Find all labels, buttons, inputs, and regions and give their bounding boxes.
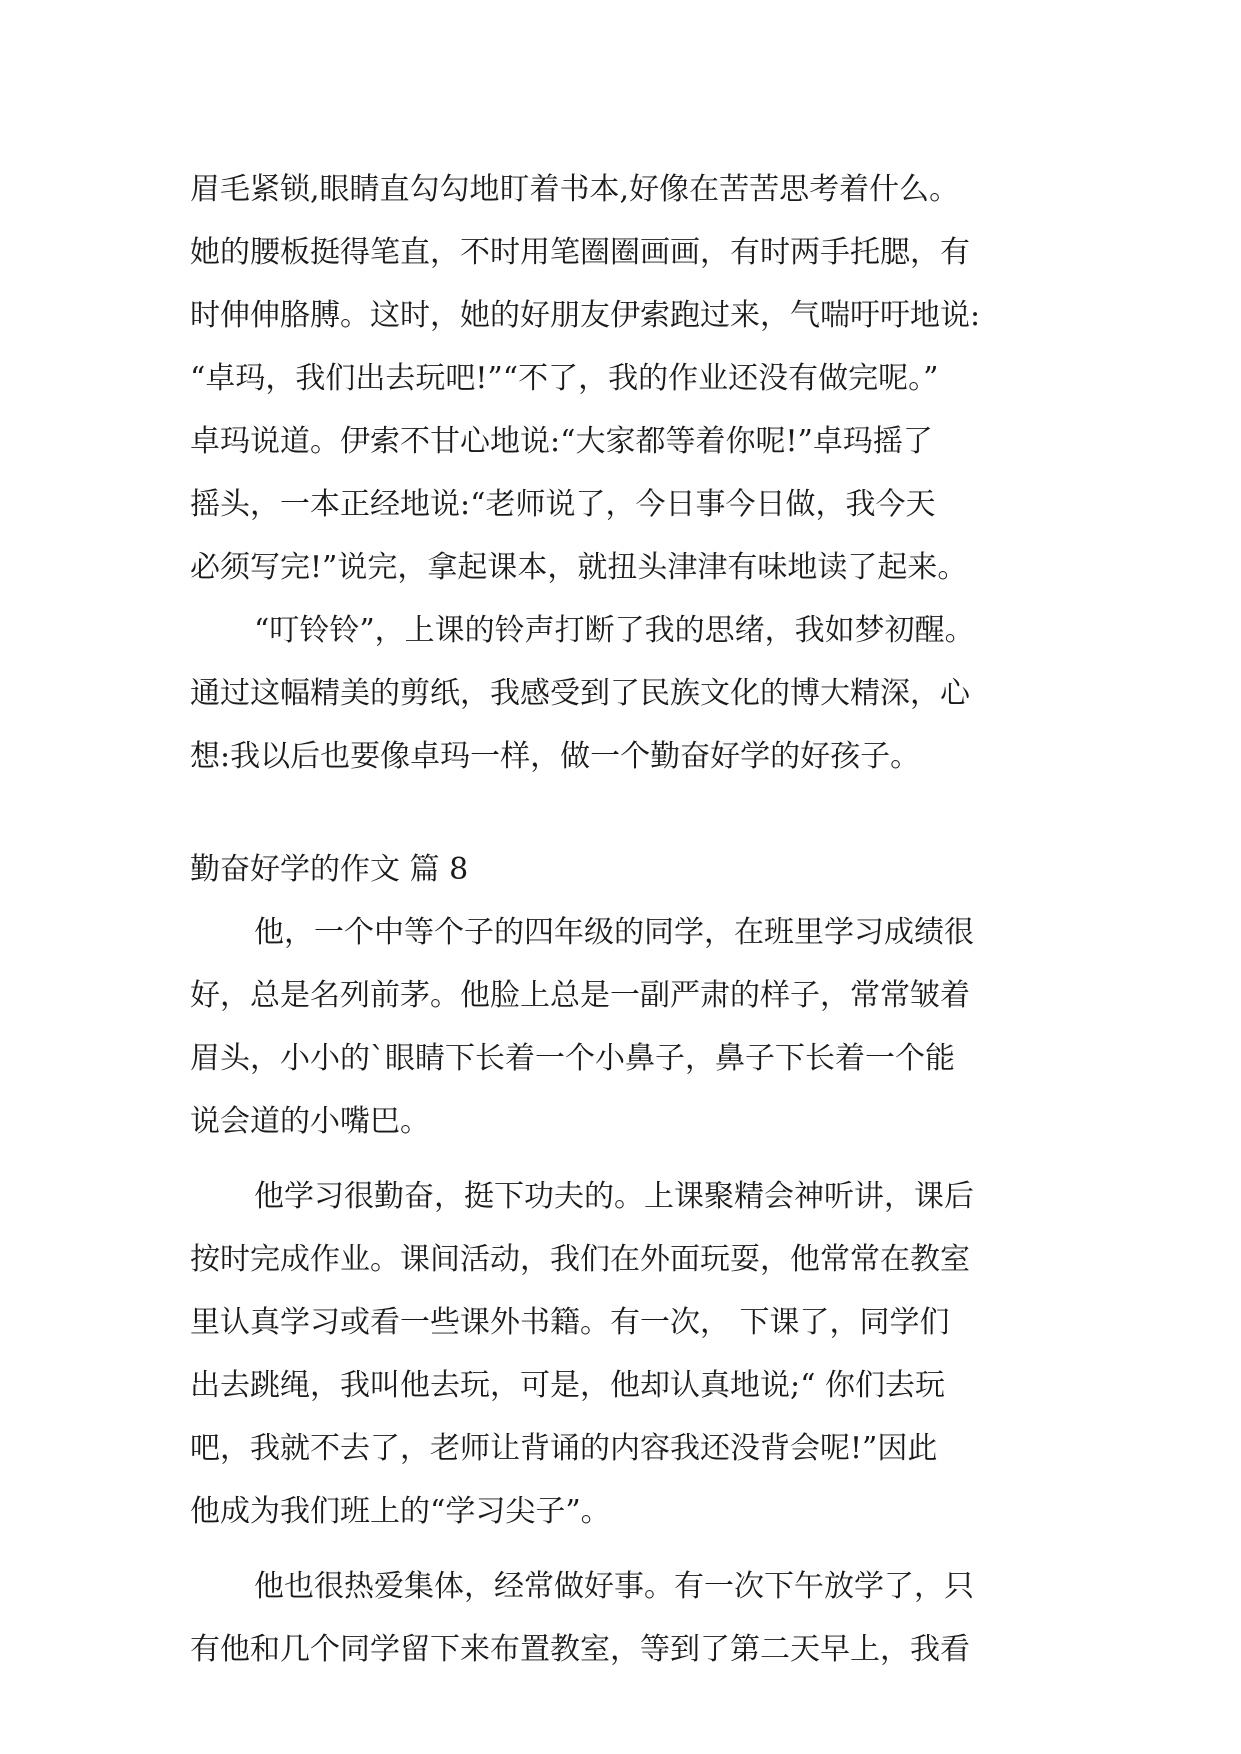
text-line: 他也很热爱集体，经常做好事。有一次下午放学了，只 <box>254 1569 974 1604</box>
text-line: 里认真学习或看一些课外书籍。有一次， 下课了，同学们 <box>190 1305 950 1340</box>
text-line: 卓玛说道。伊索不甘心地说:“大家都等着你呢!”卓玛摇了 <box>190 424 933 459</box>
text-line: 她的腰板挺得笔直，不时用笔圈圈画画，有时两手托腮，有 <box>190 235 970 270</box>
section-title: 勤奋好学的作文 篇 8 <box>190 852 469 887</box>
text-line: 吧，我就不去了，老师让背诵的内容我还没背会呢!”因此 <box>190 1431 938 1466</box>
document-body <box>190 158 1050 1681</box>
paragraph <box>190 1165 1050 1543</box>
text-line: 有他和几个同学留下来布置教室，等到了第二天早上，我看 <box>190 1632 970 1667</box>
text-line: “卓玛，我们出去玩吧!”“不了，我的作业还没有做完呢。” <box>190 361 939 396</box>
text-line: 通过这幅精美的剪纸，我感受到了民族文化的博大精深，心 <box>190 676 970 711</box>
text-line: 好，总是名列前茅。他脸上总是一副严肃的样子，常常皱着 <box>190 978 970 1013</box>
text-line: 出去跳绳，我叫他去玩，可是，他却认真地说;“ 你们去玩 <box>190 1368 945 1403</box>
paragraph <box>190 1555 1050 1681</box>
text-line: 摇头，一本正经地说:“老师说了，今日事今日做，我今天 <box>190 487 936 522</box>
text-line: 必须写完!”说完，拿起课本，就扭头津津有味地读了起来。 <box>190 550 968 585</box>
paragraph <box>190 901 1050 1153</box>
text-line: 眉毛紧锁,眼睛直勾勾地盯着书本,好像在苦苦思考着什么。 <box>190 172 960 207</box>
paragraph <box>190 599 1050 788</box>
text-line: 想:我以后也要像卓玛一样，做一个勤奋好学的好孩子。 <box>190 739 921 774</box>
paragraph <box>190 158 1050 599</box>
text-line: 他学习很勤奋，挺下功夫的。上课聚精会神听讲，课后 <box>254 1179 974 1214</box>
text-line: “叮铃铃”，上课的铃声打断了我的思绪，我如梦初醒。 <box>254 613 975 648</box>
text-line: 按时完成作业。课间活动，我们在外面玩耍，他常常在教室 <box>190 1242 970 1277</box>
text-line: 时伸伸胳膊。这时，她的好朋友伊索跑过来，气喘吁吁地说: <box>190 298 981 333</box>
text-line: 他，一个中等个子的四年级的同学，在班里学习成绩很 <box>254 915 974 950</box>
text-line: 他成为我们班上的“学习尖子”。 <box>190 1494 611 1529</box>
text-line: 说会道的小嘴巴。 <box>190 1104 430 1139</box>
text-line: 眉头，小小的`眼睛下长着一个小鼻子，鼻子下长着一个能 <box>190 1041 955 1076</box>
